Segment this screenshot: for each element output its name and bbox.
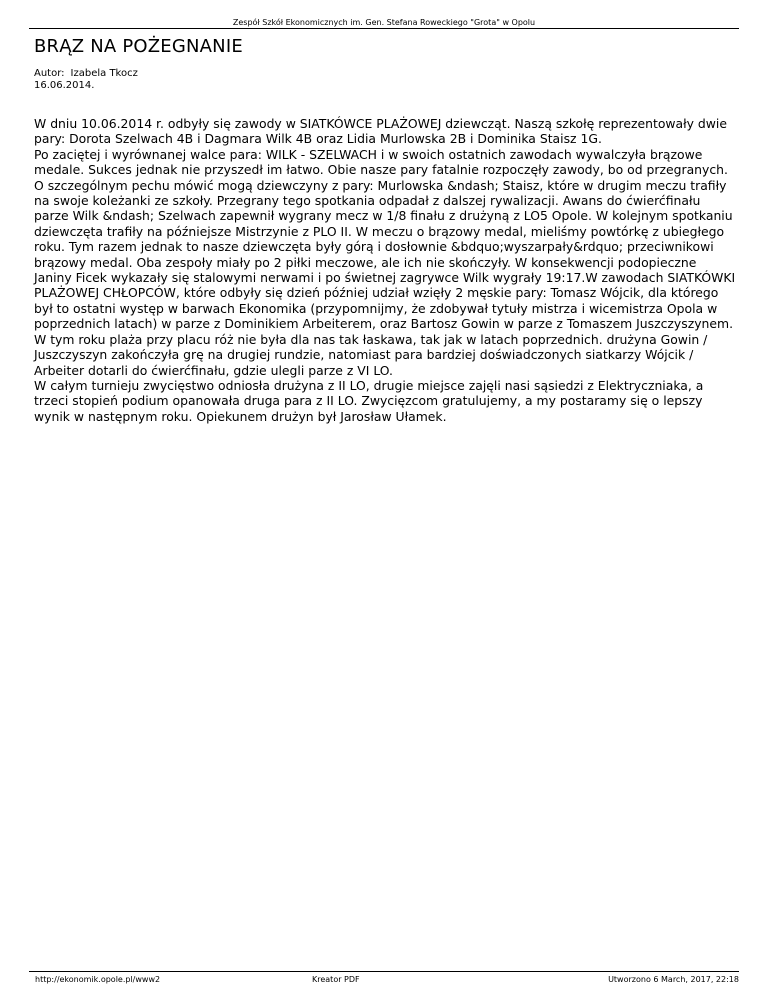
page-header: [29, 10, 739, 29]
article-date: 16.06.2014.: [34, 80, 95, 91]
article-body: [34, 116, 738, 424]
school-name: Zespół Szkół Ekonomicznych im. Gen. Stefana Roweckiego "Grota" w Opolu: [232, 18, 536, 27]
footer-url: http://ekonomik.opole.pl/www2: [35, 975, 161, 984]
author-name: Izabela Tkocz: [70, 68, 138, 79]
author-line: [34, 68, 138, 80]
article-paragraph: W dniu 10.06.2014 r. odbyły się zawody w SIATKÓWCE PLAŻOWEJ dziewcząt. Naszą szkołę reprezentowały dwie pary: Dorota Szelwach 4B i Dagmara Wilk 4B oraz Lidia Murlowska 2B i Dominika Staisz 1G.: [34, 116, 727, 147]
article-paragraph: W całym turnieju zwycięstwo odniosła drużyna z II LO, drugie miejsce zajęli nasi sąsiedzi z Elektryczniaka, a trzeci stopień podium opanowała druga para z II LO. Zwycięzcom gratulujemy, a my postaramy się o lepszy wynik w następnym roku. Opiekunem drużyn był Jarosław Ułamek.: [34, 377, 704, 424]
footer-generator: Kreator PDF: [312, 975, 360, 984]
article-meta: [34, 68, 138, 92]
article-title: BRĄZ NA POŻEGNANIE: [34, 36, 243, 57]
article-paragraph: Po zaciętej i wyrównanej walce para: WILK - SZELWACH i w swoich ostatnich zawodach wywalczyła brązowe medale. Sukces jednak nie przyszedł im łatwo. Obie nasze pary fatalnie rozpoczęły zawody, bo od przegranych. O szczególnym pechu mówić mogą dziewczyny z pary: Murlowska &ndash; Staisz, które w drugim meczu trafiły na swoje koleżanki ze szkoły. Przegrany tego spotkania odpadał z dalszej rywalizacji. Awans do ćwierćfinału parze Wilk &ndash; Szelwach zapewnił wygrany mecz w 1/8 finału z drużyną z LO5 Opole. W kolejnym spotkaniu dziewczęta trafiły na późniejsze Mistrzynie z PLO II. W meczu o brązowy medal, mieliśmy powtórkę z ubiegłego roku. Tym razem jednak to nasze dziewczęta były górą i dosłownie &bdquo;wyszarpały&rdquo; przeciwnikowi brązowy medal. Oba zespoły miały po 2 piłki meczowe, ale ich nie skończyły. W konsekwencji podopieczne Janiny Ficek wykazały się stalowymi nerwami i po świetnej zagrywce Wilk wygrały 19:17.W zawodach SIATKÓWKI PLAŻOWEJ CHŁOPCÓW, które odbyły się dzień później udział wzięły 2 męskie pary: Tomasz Wójcik, dla którego był to ostatni występ w barwach Ekonomika (przypomnijmy, że zdobywał tytuły mistrza i wicemistrza Opola w poprzednich latach) w parze z Dominikiem Arbeiterem, oraz Bartosz Gowin w parze z Tomaszem Juszczyszynem. W tym roku plaża przy placu róż nie była dla nas tak łaskawa, tak jak w latach poprzednich. drużyna Gowin / Juszczyszyn zakończyła grę na drugiej rundzie, natomiast para bardziej doświadczonych siatkarzy Wójcik / Arbeiter dotarli do ćwierćfinału, gdzie ulegli parze z VI LO.: [34, 146, 736, 378]
page-footer: [29, 971, 739, 986]
footer-created: Utworzono 6 March, 2017, 22:18: [608, 975, 739, 984]
author-label: Autor:: [34, 68, 65, 79]
